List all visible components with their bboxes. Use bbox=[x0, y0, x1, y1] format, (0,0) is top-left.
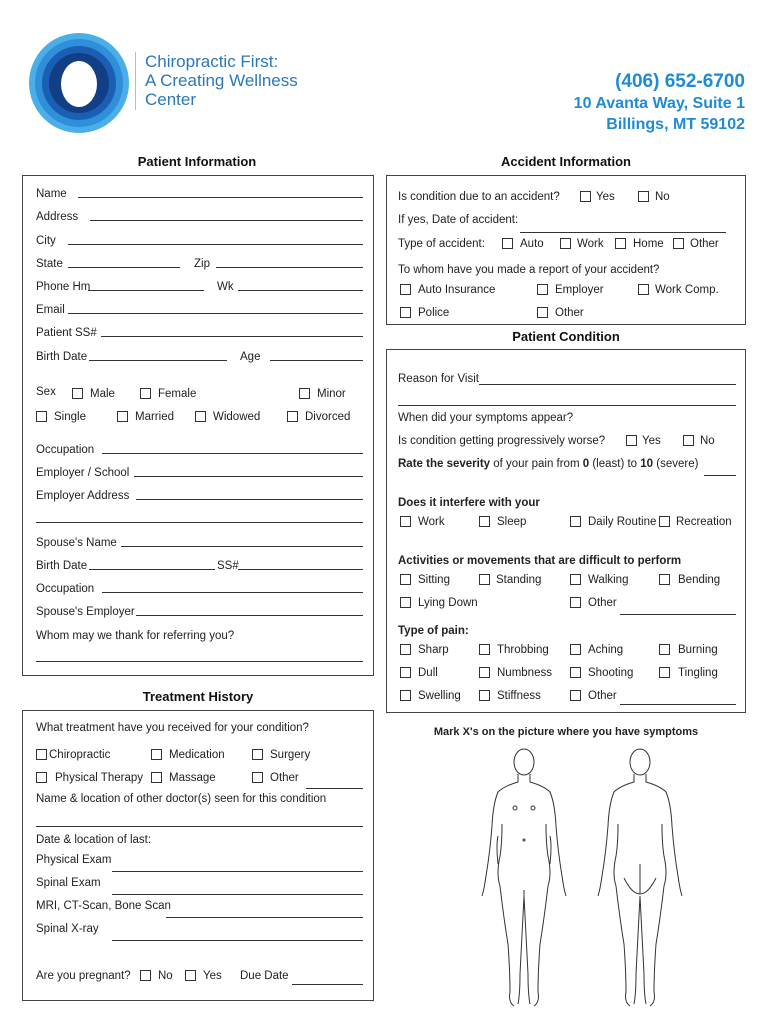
work-comp-label: Work Comp. bbox=[655, 284, 719, 296]
standing-label: Standing bbox=[496, 574, 542, 586]
body-diagram-front[interactable] bbox=[474, 744, 574, 1014]
daily-routine-checkbox[interactable] bbox=[570, 516, 581, 527]
report-question: To whom have you made a report of your accident? bbox=[398, 264, 660, 276]
spouse-occupation-field[interactable] bbox=[102, 592, 363, 593]
tingling-checkbox[interactable] bbox=[659, 667, 670, 678]
activities-label: Activities or movements that are difficult to perform bbox=[398, 555, 682, 567]
accident-date-label: If yes, Date of accident: bbox=[398, 214, 519, 226]
severity-ten: 10 bbox=[640, 458, 654, 470]
activities-other-field[interactable] bbox=[620, 614, 736, 615]
single-label: Single bbox=[54, 411, 86, 423]
patient-condition-box bbox=[386, 349, 746, 713]
logo-line-3: Center bbox=[145, 90, 197, 109]
sitting-checkbox[interactable] bbox=[400, 574, 411, 585]
bending-label: Bending bbox=[678, 574, 721, 586]
pregnant-yes-label: Yes bbox=[203, 970, 222, 982]
massage-checkbox[interactable] bbox=[151, 772, 162, 783]
medication-checkbox[interactable] bbox=[151, 749, 162, 760]
stiffness-checkbox[interactable] bbox=[479, 690, 490, 701]
accident-info-title: Accident Information bbox=[500, 154, 631, 169]
accident-no-label: No bbox=[655, 191, 670, 203]
age-field[interactable] bbox=[270, 360, 363, 361]
other-doctors-label: Name & location of other doctor(s) seen for this condition bbox=[36, 793, 327, 805]
occupation-label: Occupation bbox=[36, 444, 95, 456]
address-label: Address bbox=[36, 211, 79, 223]
spouse-name-field[interactable] bbox=[121, 546, 363, 547]
home-label: Home bbox=[633, 238, 664, 250]
city-field[interactable] bbox=[68, 244, 363, 245]
mri-label: MRI, CT-Scan, Bone Scan bbox=[36, 900, 171, 912]
spouse-birth-date-field[interactable] bbox=[89, 569, 215, 570]
address-field[interactable] bbox=[90, 220, 363, 221]
employer-address-label: Employer Address bbox=[36, 490, 130, 502]
date-location-label: Date & location of last: bbox=[36, 834, 152, 846]
contact-block bbox=[445, 70, 745, 135]
massage-label: Massage bbox=[169, 772, 216, 784]
logo-text bbox=[145, 52, 298, 109]
ssn-field[interactable] bbox=[101, 336, 363, 337]
widowed-label: Widowed bbox=[213, 411, 261, 423]
treatment-other-field[interactable] bbox=[306, 788, 363, 789]
recreation-checkbox[interactable] bbox=[659, 516, 670, 527]
throbbing-label: Throbbing bbox=[497, 644, 549, 656]
widowed-checkbox[interactable] bbox=[195, 411, 206, 422]
pregnant-no-label: No bbox=[158, 970, 173, 982]
reason-label: Reason for Visit bbox=[398, 373, 479, 385]
shooting-label: Shooting bbox=[588, 667, 634, 679]
divorced-checkbox[interactable] bbox=[287, 411, 298, 422]
medication-label: Medication bbox=[169, 749, 225, 761]
swelling-checkbox[interactable] bbox=[400, 690, 411, 701]
numbness-label: Numbness bbox=[497, 667, 552, 679]
logo-mark bbox=[28, 32, 130, 134]
body-diagram-back[interactable] bbox=[590, 744, 690, 1014]
logo-line-1: Chiropractic First: bbox=[145, 52, 279, 71]
pain-other-label: Other bbox=[588, 690, 617, 702]
aching-label: Aching bbox=[588, 644, 624, 656]
walking-checkbox[interactable] bbox=[570, 574, 581, 585]
aching-checkbox[interactable] bbox=[570, 644, 581, 655]
mri-field[interactable] bbox=[166, 917, 363, 918]
sharp-label: Sharp bbox=[418, 644, 449, 656]
patient-info-box bbox=[22, 175, 374, 676]
standing-checkbox[interactable] bbox=[479, 574, 490, 585]
recreation-label: Recreation bbox=[676, 516, 732, 528]
divorced-label: Divorced bbox=[305, 411, 351, 423]
spouse-name-label: Spouse's Name bbox=[36, 537, 117, 549]
lying-down-label: Lying Down bbox=[418, 597, 478, 609]
progressive-label: Is condition getting progressively worse? bbox=[398, 435, 606, 447]
state-label: State bbox=[36, 258, 63, 270]
spouse-ss-field[interactable] bbox=[238, 569, 363, 570]
work-comp-checkbox[interactable] bbox=[638, 284, 649, 295]
interfere-work-label: Work bbox=[418, 516, 445, 528]
logo-divider bbox=[135, 52, 136, 110]
spouse-employer-field[interactable] bbox=[136, 615, 363, 616]
patient-info-title: Patient Information bbox=[137, 154, 257, 169]
phone-hm-field[interactable] bbox=[88, 290, 204, 291]
severity-mid: of your pain from bbox=[490, 458, 583, 470]
auto-checkbox[interactable] bbox=[502, 238, 513, 249]
male-checkbox[interactable] bbox=[72, 388, 83, 399]
severity-field[interactable] bbox=[704, 475, 736, 476]
auto-insurance-label: Auto Insurance bbox=[418, 284, 496, 296]
reason-field[interactable] bbox=[479, 384, 736, 385]
due-date-label: Due Date bbox=[240, 970, 289, 982]
physical-therapy-label: Physical Therapy bbox=[55, 772, 143, 784]
spouse-occupation-label: Occupation bbox=[36, 583, 95, 595]
zip-label: Zip bbox=[194, 258, 210, 270]
daily-routine-label: Daily Routine bbox=[588, 516, 657, 528]
treatment-question: What treatment have you received for your condition? bbox=[36, 722, 309, 734]
progressive-no-label: No bbox=[700, 435, 715, 447]
accident-yes-label: Yes bbox=[596, 191, 615, 203]
activities-other-checkbox[interactable] bbox=[570, 597, 581, 608]
clinic-address-2: Billings, MT 59102 bbox=[606, 116, 745, 133]
tingling-label: Tingling bbox=[678, 667, 718, 679]
treatment-history-title: Treatment History bbox=[142, 689, 254, 704]
severity-end: (severe) bbox=[653, 458, 699, 470]
referral-field[interactable] bbox=[36, 661, 363, 662]
referral-label: Whom may we thank for referring you? bbox=[36, 630, 235, 642]
treatment-other-label: Other bbox=[270, 772, 299, 784]
progressive-yes-label: Yes bbox=[642, 435, 661, 447]
employer-address-field-2[interactable] bbox=[36, 522, 363, 523]
patient-condition-title: Patient Condition bbox=[512, 329, 620, 344]
pain-type-label: Type of pain: bbox=[398, 625, 469, 637]
city-label: City bbox=[36, 235, 56, 247]
report-other-label: Other bbox=[555, 307, 584, 319]
severity-least: (least) to bbox=[589, 458, 641, 470]
occupation-field[interactable] bbox=[102, 453, 363, 454]
minor-checkbox[interactable] bbox=[299, 388, 310, 399]
due-date-field[interactable] bbox=[292, 984, 363, 985]
wk-field[interactable] bbox=[238, 290, 363, 291]
sex-label: Sex bbox=[36, 386, 56, 398]
birth-date-label: Birth Date bbox=[36, 351, 88, 363]
email-label: Email bbox=[36, 304, 65, 316]
interfere-sleep-checkbox[interactable] bbox=[479, 516, 490, 527]
spinal-exam-field[interactable] bbox=[112, 894, 363, 895]
reason-field-2[interactable] bbox=[398, 405, 736, 406]
pain-other-checkbox[interactable] bbox=[570, 690, 581, 701]
severity-bold: Rate the severity bbox=[398, 458, 491, 470]
employer-checkbox[interactable] bbox=[537, 284, 548, 295]
birth-date-field[interactable] bbox=[89, 360, 227, 361]
accident-yes-checkbox[interactable] bbox=[580, 191, 591, 202]
employer-label: Employer bbox=[555, 284, 604, 296]
single-checkbox[interactable] bbox=[36, 411, 47, 422]
report-other-checkbox[interactable] bbox=[537, 307, 548, 318]
employer-school-label: Employer / School bbox=[36, 467, 130, 479]
spinal-exam-label: Spinal Exam bbox=[36, 877, 101, 889]
chiropractic-label: Chiropractic bbox=[49, 749, 111, 761]
phone-hm-label: Phone Hm bbox=[36, 281, 91, 293]
burning-checkbox[interactable] bbox=[659, 644, 670, 655]
sitting-label: Sitting bbox=[418, 574, 450, 586]
accident-other-label: Other bbox=[690, 238, 719, 250]
interfere-sleep-label: Sleep bbox=[497, 516, 527, 528]
severity-label bbox=[398, 457, 698, 471]
spinal-xray-field[interactable] bbox=[112, 940, 363, 941]
chiropractic-checkbox[interactable] bbox=[36, 749, 47, 760]
zip-field[interactable] bbox=[216, 267, 363, 268]
home-checkbox[interactable] bbox=[615, 238, 626, 249]
spouse-ss-label: SS# bbox=[217, 560, 239, 572]
employer-school-field[interactable] bbox=[134, 476, 363, 477]
spouse-employer-label: Spouse's Employer bbox=[36, 606, 135, 618]
lying-down-checkbox[interactable] bbox=[400, 597, 411, 608]
work-label: Work bbox=[577, 238, 604, 250]
logo-line-2: A Creating Wellness bbox=[145, 71, 298, 90]
auto-label: Auto bbox=[520, 238, 544, 250]
age-label: Age bbox=[240, 351, 261, 363]
accident-no-checkbox[interactable] bbox=[638, 191, 649, 202]
other-doctors-field[interactable] bbox=[36, 826, 363, 827]
physical-therapy-checkbox[interactable] bbox=[36, 772, 47, 783]
pregnant-no-checkbox[interactable] bbox=[140, 970, 151, 981]
work-checkbox[interactable] bbox=[560, 238, 571, 249]
dull-label: Dull bbox=[418, 667, 438, 679]
treatment-other-checkbox[interactable] bbox=[252, 772, 263, 783]
surgery-label: Surgery bbox=[270, 749, 311, 761]
activities-other-label: Other bbox=[588, 597, 617, 609]
surgery-checkbox[interactable] bbox=[252, 749, 263, 760]
wk-label: Wk bbox=[217, 281, 234, 293]
burning-label: Burning bbox=[678, 644, 718, 656]
walking-label: Walking bbox=[588, 574, 629, 586]
swelling-label: Swelling bbox=[418, 690, 461, 702]
pain-other-field[interactable] bbox=[620, 704, 736, 705]
spouse-birth-date-label: Birth Date bbox=[36, 560, 88, 572]
clinic-phone: (406) 652-6700 bbox=[615, 71, 745, 92]
police-checkbox[interactable] bbox=[400, 307, 411, 318]
stiffness-label: Stiffness bbox=[497, 690, 541, 702]
mark-x-instruction: Mark X's on the picture where you have symptoms bbox=[433, 726, 699, 738]
married-label: Married bbox=[135, 411, 174, 423]
throbbing-checkbox[interactable] bbox=[479, 644, 490, 655]
female-label: Female bbox=[158, 388, 197, 400]
police-label: Police bbox=[418, 307, 450, 319]
sharp-checkbox[interactable] bbox=[400, 644, 411, 655]
dull-checkbox[interactable] bbox=[400, 667, 411, 678]
name-label: Name bbox=[36, 188, 67, 200]
auto-insurance-checkbox[interactable] bbox=[400, 284, 411, 295]
physical-exam-label: Physical Exam bbox=[36, 854, 112, 866]
numbness-checkbox[interactable] bbox=[479, 667, 490, 678]
ssn-label: Patient SS# bbox=[36, 327, 97, 339]
progressive-no-checkbox[interactable] bbox=[683, 435, 694, 446]
accident-date-field[interactable] bbox=[520, 232, 726, 233]
symptoms-when-label: When did your symptoms appear? bbox=[398, 412, 574, 424]
pregnant-yes-checkbox[interactable] bbox=[185, 970, 196, 981]
clinic-address-1: 10 Avanta Way, Suite 1 bbox=[573, 95, 745, 112]
shooting-checkbox[interactable] bbox=[570, 667, 581, 678]
name-field[interactable] bbox=[78, 197, 363, 198]
email-field[interactable] bbox=[68, 313, 363, 314]
physical-exam-field[interactable] bbox=[112, 871, 363, 872]
interfere-work-checkbox[interactable] bbox=[400, 516, 411, 527]
accident-question: Is condition due to an accident? bbox=[398, 191, 560, 203]
pregnant-label: Are you pregnant? bbox=[36, 970, 131, 982]
minor-label: Minor bbox=[317, 388, 346, 400]
male-label: Male bbox=[90, 388, 115, 400]
bending-checkbox[interactable] bbox=[659, 574, 670, 585]
progressive-yes-checkbox[interactable] bbox=[626, 435, 637, 446]
state-field[interactable] bbox=[68, 267, 180, 268]
employer-address-field[interactable] bbox=[136, 499, 363, 500]
married-checkbox[interactable] bbox=[117, 411, 128, 422]
interfere-label: Does it interfere with your bbox=[398, 497, 540, 509]
severity-zero: 0 bbox=[582, 458, 590, 470]
female-checkbox[interactable] bbox=[140, 388, 151, 399]
accident-other-checkbox[interactable] bbox=[673, 238, 684, 249]
accident-type-label: Type of accident: bbox=[398, 238, 485, 250]
spinal-xray-label: Spinal X-ray bbox=[36, 923, 99, 935]
